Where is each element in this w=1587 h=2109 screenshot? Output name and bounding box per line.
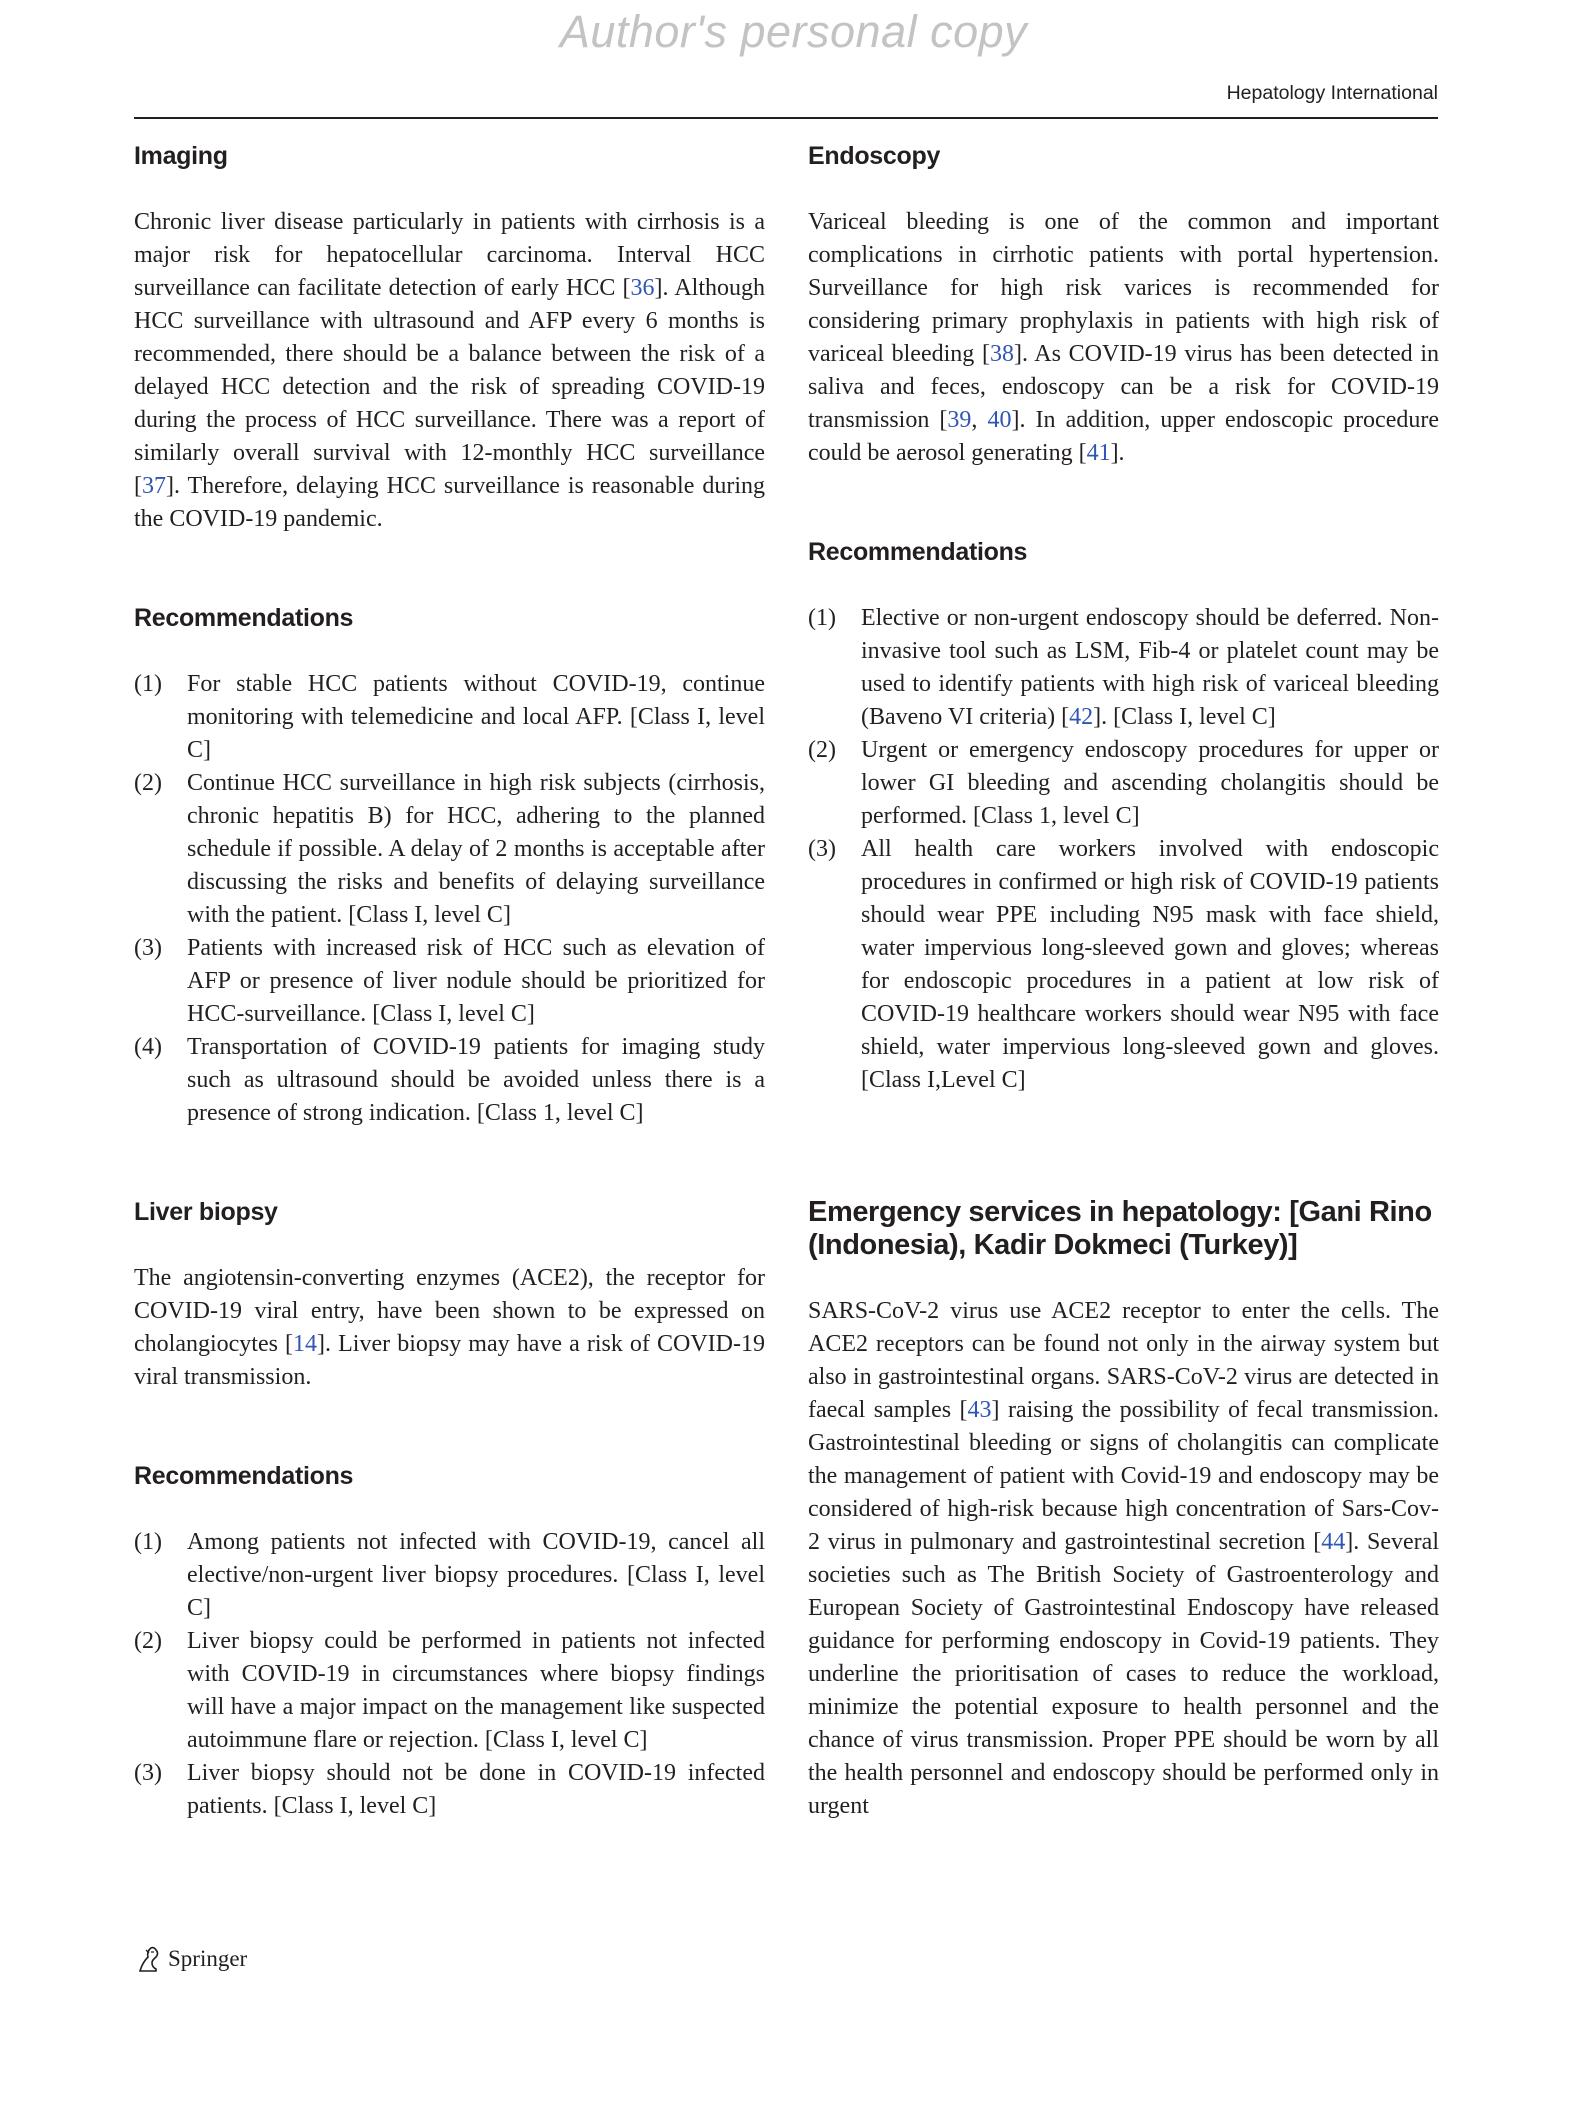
list-item [134,767,765,932]
left-column [134,140,765,1823]
list-number: (2) [134,1628,162,1654]
imaging-paragraph: Chronic liver disease particularly in patients with cirrhosis is a major risk for hepatocellular carcinoma. Interval HCC surveillance can facilitate detection of early HCC [36]. Although HCC surveillance with ultrasound and AFP every 6 months is recommended, there should be a balance between the risk of a delayed HCC detection and the risk of spreading COVID-19 during the process of HCC surveillance. There was a report of similarly overall survival with 12-monthly HCC surveillance [37]. Therefore, delaying HCC surveillance is reasonable during the COVID-19 pandemic. [134,209,766,532]
list-item-text: Liver biopsy could be performed in patients not infected with COVID-19 in circumstances where biopsy findings will have a major impact on the management like suspected autoimmune flare or rejection. [Class I, level C] [187,1628,765,1753]
subheading-recommendations-imaging: Recommendations [134,604,354,632]
running-header-journal: Hepatology International [1226,82,1438,104]
citation-link[interactable]: 43 [967,1397,992,1423]
imaging-recommendations-list [134,668,765,1130]
section-heading-endoscopy: Endoscopy [808,142,941,170]
springer-horse-icon [136,1944,162,1974]
subheading-recommendations-endoscopy: Recommendations [808,538,1028,566]
section-heading-emergency-services: Emergency services in hepatology: [Gani Rino (Indonesia), Kadir Dokmeci (Turkey)] [808,1196,1432,1261]
section-heading-imaging: Imaging [134,142,228,170]
list-number: (1) [134,671,162,697]
citation-link[interactable]: 36 [630,275,655,301]
citation-link[interactable]: 42 [1069,704,1094,730]
list-number: (2) [808,737,836,763]
watermark: Author's personal copy [559,6,1028,57]
list-number: (1) [808,605,836,631]
citation-link[interactable]: 39 [947,407,972,433]
citation-link[interactable]: 41 [1086,440,1111,466]
list-item-text: All health care workers involved with endoscopic procedures in confirmed or high risk of COVID-19 patients should wear PPE including N95 mask with face shield, water impervious long-sleeved gown and gloves; whereas for endoscopic procedures in a patient at low risk of COVID-19 healthcare workers should wear N95 with face shield, water impervious long-sleeved gown and gloves. [Class I,Level C] [861,836,1439,1093]
list-item-text: Transportation of COVID-19 patients for imaging study such as ultrasound should be avoided unless there is a presence of strong indication. [Class 1, level C] [187,1034,765,1126]
citation-link[interactable]: 44 [1321,1529,1346,1555]
list-number: (4) [134,1034,162,1060]
biopsy-paragraph: The angiotensin-converting enzymes (ACE2), the receptor for COVID-19 viral entry, have been shown to be expressed on cholangiocytes [14]. Liver biopsy may have a risk of COVID-19 viral transmission. [134,1265,765,1390]
list-item-text: Elective or non-urgent endoscopy should be deferred. Non-invasive tool such as LSM, Fib-4 or platelet count may be used to identify patients with high risk of variceal bleeding (Baveno VI criteria) [42]. [Class I, level C] [861,605,1439,730]
citation-link[interactable]: 14 [293,1331,318,1357]
biopsy-recommendations-list [134,1526,765,1823]
list-number: (2) [134,770,162,796]
citation-link[interactable]: 40 [987,407,1012,433]
header-rule [134,117,1438,119]
citation-link[interactable]: 38 [989,341,1014,367]
section-heading-liver-biopsy: Liver biopsy [134,1198,278,1226]
endoscopy-paragraph: Variceal bleeding is one of the common and important complications in cirrhotic patients with portal hypertension. Surveillance for high risk varices is recommended for considering primary prophylaxis in patients with high risk of variceal bleeding [38]. As COVID-19 virus has been detected in saliva and feces, endoscopy can be a risk for COVID-19 transmission [39, 40]. In addition, upper endoscopic procedure could be aerosol generating [41]. [808,209,1440,466]
list-item-text: Patients with increased risk of HCC such as elevation of AFP or presence of liver nodule should be prioritized for HCC-surveillance. [Class I, level C] [187,935,765,1027]
citation-link[interactable]: 37 [142,473,166,499]
list-item [134,1757,765,1823]
list-item-text: For stable HCC patients without COVID-19, continue monitoring with telemedicine and local AFP. [Class I, level C] [187,671,765,763]
list-number: (3) [134,1760,162,1786]
list-item [808,602,1439,734]
list-number: (1) [134,1529,162,1555]
list-item [134,1526,765,1625]
list-item-text: Urgent or emergency endoscopy procedures for upper or lower GI bleeding and ascending cholangitis should be performed. [Class 1, level C] [861,737,1439,829]
emergency-paragraph: SARS-CoV-2 virus use ACE2 receptor to enter the cells. The ACE2 receptors can be found not only in the airway system but also in gastrointestinal organs. SARS-CoV-2 virus are detected in faecal samples [43] raising the possibility of fecal transmission. Gastrointestinal bleeding or signs of cholangitis can complicate the management of patient with Covid-19 and endoscopy may be considered of high-risk because high concentration of Sars-Cov-2 virus in pulmonary and gastrointestinal secretion [44]. Several societies such as The British Society of Gastroenterology and European Society of Gastrointestinal Endoscopy have released guidance for performing endoscopy in Covid-19 patients. They underline the prioritisation of cases to reduce the workload, minimize the potential exposure to health personnel and the chance of virus transmission. Proper PPE should be worn by all the health personnel and endoscopy should be performed only in urgent [808,1298,1439,1819]
publisher-name: Springer [168,1946,248,1971]
list-item-text: Among patients not infected with COVID-19, cancel all elective/non-urgent liver biopsy procedures. [Class I, level C] [187,1529,765,1621]
list-item-text: Continue HCC surveillance in high risk subjects (cirrhosis, chronic hepatitis B) for HCC, adhering to the planned schedule if possible. A delay of 2 months is acceptable after discussing the risks and benefits of delaying surveillance with the patient. [Class I, level C] [187,770,765,928]
endoscopy-recommendations-list [808,602,1439,1097]
footer-publisher [136,1944,247,1974]
list-number: (3) [808,836,836,862]
list-number: (3) [134,935,162,961]
list-item [134,1625,765,1757]
subheading-recommendations-biopsy: Recommendations [134,1462,354,1490]
list-item [134,668,765,767]
list-item [134,1031,765,1130]
list-item [808,734,1439,833]
list-item [808,833,1439,1097]
list-item-text: Liver biopsy should not be done in COVID-19 infected patients. [Class I, level C] [187,1760,765,1819]
list-item [134,932,765,1031]
right-column [808,140,1439,1823]
